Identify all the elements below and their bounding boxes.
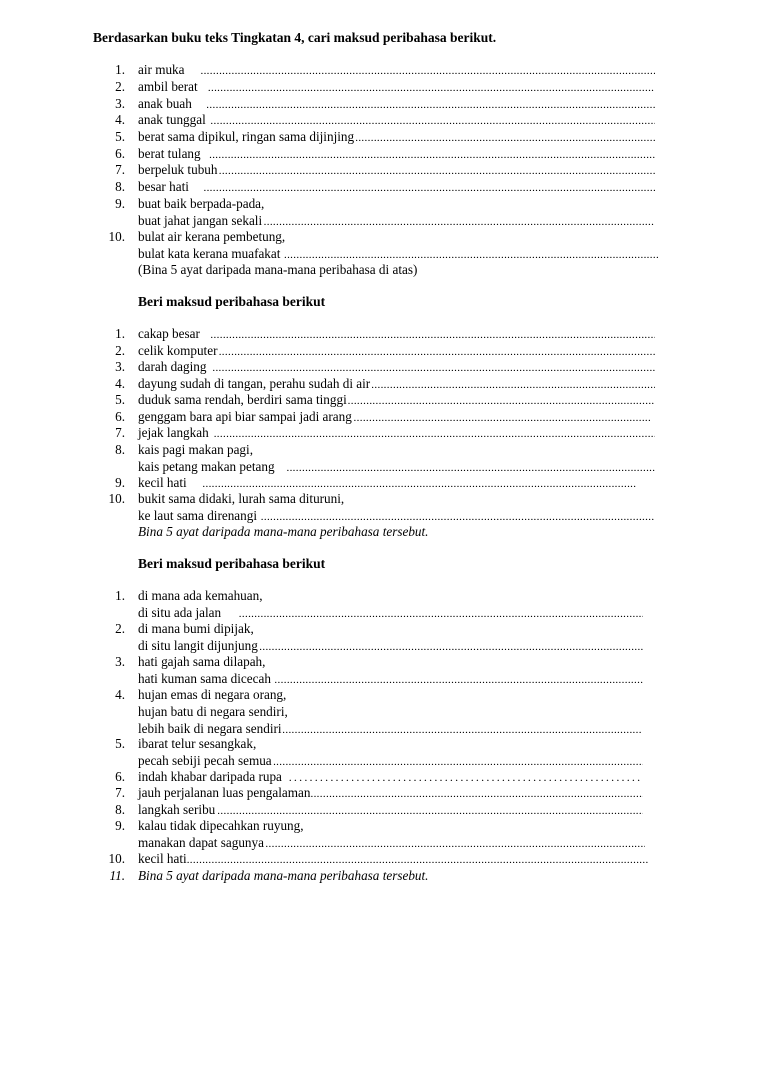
proverb-text: kecil hati bbox=[138, 851, 187, 866]
answer-blank[interactable] bbox=[210, 330, 655, 341]
proverb-line bbox=[138, 491, 344, 507]
answer-blank[interactable] bbox=[214, 429, 655, 440]
item-number: 1. bbox=[115, 326, 125, 341]
proverb-line bbox=[138, 868, 428, 884]
answer-blank[interactable] bbox=[348, 396, 655, 407]
answer-line bbox=[138, 146, 655, 162]
proverb-text: di mana ada kemahuan, bbox=[138, 588, 263, 603]
proverb-line bbox=[138, 654, 265, 670]
item-number: 7. bbox=[115, 425, 125, 440]
item-number: 7. bbox=[115, 785, 125, 800]
proverb-text: anak tunggal bbox=[138, 112, 206, 127]
proverb-text: hati gajah sama dilapah, bbox=[138, 654, 266, 669]
answer-blank[interactable] bbox=[261, 512, 655, 523]
proverb-text: kalau tidak dipecahkan ruyung, bbox=[138, 818, 304, 833]
answer-blank[interactable] bbox=[187, 855, 648, 866]
item-number: 6. bbox=[115, 146, 125, 161]
answer-blank[interactable] bbox=[203, 183, 655, 194]
item-number: 4. bbox=[115, 376, 125, 391]
answer-blank[interactable] bbox=[210, 116, 655, 127]
item-number: 7. bbox=[115, 162, 125, 177]
item-number: 8. bbox=[115, 179, 125, 194]
proverb-text: berpeluk tubuh bbox=[138, 162, 218, 177]
answer-line bbox=[138, 605, 643, 621]
answer-line bbox=[138, 721, 641, 737]
proverb-line bbox=[138, 196, 264, 212]
item-number: 5. bbox=[115, 392, 125, 407]
proverb-line bbox=[138, 229, 285, 245]
proverb-text: berat sama dipikul, ringan sama dijinjing bbox=[138, 129, 355, 144]
answer-blank[interactable] bbox=[239, 609, 643, 620]
answer-blank[interactable] bbox=[274, 675, 643, 686]
answer-blank[interactable] bbox=[265, 839, 645, 850]
item-number: 3. bbox=[115, 654, 125, 669]
answer-line bbox=[138, 671, 643, 687]
proverb-text: hati kuman sama dicecah bbox=[138, 671, 271, 686]
section-3-note: Bina 5 ayat daripada mana-mana peribahasa tersebut. bbox=[138, 868, 429, 883]
answer-line bbox=[138, 508, 655, 524]
item-number: 1. bbox=[115, 588, 125, 603]
answer-line bbox=[138, 96, 655, 112]
item-number: 11. bbox=[109, 868, 125, 883]
worksheet-instruction: Berdasarkan buku teks Tingkatan 4, cari maksud peribahasa berikut. bbox=[93, 30, 497, 45]
answer-line bbox=[138, 785, 643, 801]
section-2-note: Bina 5 ayat daripada mana-mana peribahasa tersebut. bbox=[138, 524, 429, 539]
proverb-text: di situ langit dijunjung bbox=[138, 638, 258, 653]
proverb-text: duduk sama rendah, berdiri sama tinggi bbox=[138, 392, 347, 407]
proverb-text: ambil berat bbox=[138, 79, 198, 94]
proverb-text: cakap besar bbox=[138, 326, 200, 341]
answer-line bbox=[138, 802, 643, 818]
proverb-text: genggam bara api biar sampai jadi arang bbox=[138, 409, 352, 424]
answer-blank[interactable] bbox=[217, 806, 643, 817]
proverb-text: jauh perjalanan luas pengalaman bbox=[138, 785, 311, 800]
answer-line bbox=[138, 79, 655, 95]
proverb-text: bulat air kerana pembetung, bbox=[138, 229, 286, 244]
answer-line bbox=[138, 326, 655, 342]
answer-line bbox=[138, 112, 655, 128]
proverb-text: darah daging bbox=[138, 359, 207, 374]
proverb-text: indah khabar daripada rupa bbox=[138, 769, 282, 784]
proverb-line bbox=[138, 818, 304, 834]
proverb-text: jejak langkah bbox=[138, 425, 209, 440]
answer-line bbox=[138, 638, 643, 654]
section-2-heading: Beri maksud peribahasa berikut bbox=[138, 294, 326, 309]
item-number: 3. bbox=[115, 96, 125, 111]
answer-line bbox=[138, 162, 655, 178]
item-number: 1. bbox=[115, 62, 125, 77]
answer-blank[interactable] bbox=[209, 150, 655, 161]
answer-blank[interactable] bbox=[273, 757, 643, 768]
proverb-line bbox=[138, 442, 253, 458]
proverb-line bbox=[138, 621, 254, 637]
item-number: 2. bbox=[115, 621, 125, 636]
proverb-text: lebih baik di negara sendiri bbox=[138, 721, 282, 736]
section-3-heading: Beri maksud peribahasa berikut bbox=[138, 556, 326, 571]
answer-blank[interactable] bbox=[206, 100, 655, 111]
item-number: 4. bbox=[115, 687, 125, 702]
answer-line bbox=[138, 179, 655, 195]
answer-blank[interactable] bbox=[310, 789, 643, 800]
item-number: 4. bbox=[115, 112, 125, 127]
answer-line bbox=[138, 129, 655, 145]
proverb-text: buat baik berpada-pada, bbox=[138, 196, 265, 211]
item-number: 6. bbox=[115, 769, 125, 784]
item-number: 9. bbox=[115, 818, 125, 833]
answer-line bbox=[138, 409, 651, 425]
answer-line bbox=[138, 851, 648, 867]
proverb-text: langkah seribu bbox=[138, 802, 216, 817]
answer-blank[interactable] bbox=[200, 66, 655, 77]
answer-line bbox=[138, 213, 655, 229]
item-number: 5. bbox=[115, 736, 125, 751]
proverb-text: air muka bbox=[138, 62, 185, 77]
proverb-text: hujan batu di negara sendiri, bbox=[138, 704, 288, 719]
answer-line bbox=[138, 753, 643, 769]
answer-blank[interactable] bbox=[354, 413, 651, 424]
item-number: 2. bbox=[115, 343, 125, 358]
proverb-line bbox=[138, 736, 256, 752]
proverb-text: dayung sudah di tangan, perahu sudah di air bbox=[138, 376, 371, 391]
proverb-text: bulat kata kerana muafakat bbox=[138, 246, 281, 261]
answer-line bbox=[138, 769, 643, 785]
proverb-text: di situ ada jalan bbox=[138, 605, 222, 620]
proverb-line bbox=[138, 704, 288, 720]
answer-blank[interactable] bbox=[219, 347, 655, 358]
section-1-note: (Bina 5 ayat daripada mana-mana peribahasa di atas) bbox=[138, 262, 418, 277]
proverb-text: kais petang makan petang bbox=[138, 459, 275, 474]
answer-line bbox=[138, 459, 655, 475]
answer-line bbox=[138, 343, 655, 359]
answer-line bbox=[138, 475, 637, 491]
proverb-text: ke laut sama direnangi bbox=[138, 508, 258, 523]
proverb-line bbox=[138, 588, 263, 604]
proverb-line bbox=[138, 687, 286, 703]
answer-blank[interactable] bbox=[286, 463, 655, 474]
item-number: 10. bbox=[108, 229, 125, 244]
answer-blank[interactable] bbox=[219, 166, 655, 177]
answer-blank[interactable] bbox=[202, 479, 637, 490]
answer-line bbox=[138, 392, 655, 408]
item-number: 9. bbox=[115, 475, 125, 490]
item-number: 10. bbox=[108, 491, 125, 506]
answer-line bbox=[138, 359, 655, 375]
proverb-text: ibarat telur sesangkak, bbox=[138, 736, 257, 751]
answer-line bbox=[138, 425, 655, 441]
answer-blank[interactable] bbox=[259, 642, 643, 653]
item-number: 10. bbox=[108, 851, 125, 866]
answer-blank[interactable] bbox=[212, 363, 655, 374]
proverb-text: hujan emas di negara orang, bbox=[138, 687, 287, 702]
answer-blank[interactable] bbox=[355, 133, 655, 144]
answer-blank[interactable] bbox=[282, 725, 641, 736]
proverb-text: berat tulang bbox=[138, 146, 201, 161]
answer-line bbox=[138, 835, 645, 851]
answer-line bbox=[138, 62, 655, 78]
answer-line bbox=[138, 246, 658, 262]
proverb-text: celik komputer bbox=[138, 343, 218, 358]
answer-blank[interactable] bbox=[208, 83, 655, 94]
answer-blank[interactable] bbox=[289, 771, 643, 783]
answer-blank[interactable] bbox=[371, 380, 655, 391]
proverb-text: di mana bumi dipijak, bbox=[138, 621, 254, 636]
proverb-text: pecah sebiji pecah semua bbox=[138, 753, 272, 768]
item-number: 8. bbox=[115, 802, 125, 817]
item-number: 2. bbox=[115, 79, 125, 94]
item-number: 8. bbox=[115, 442, 125, 457]
answer-blank[interactable] bbox=[284, 250, 658, 261]
item-number: 9. bbox=[115, 196, 125, 211]
proverb-text: kais pagi makan pagi, bbox=[138, 442, 253, 457]
answer-line bbox=[138, 376, 655, 392]
proverb-text: kecil hati bbox=[138, 475, 187, 490]
proverb-text: besar hati bbox=[138, 179, 189, 194]
item-number: 6. bbox=[115, 409, 125, 424]
item-number: 3. bbox=[115, 359, 125, 374]
item-number: 5. bbox=[115, 129, 125, 144]
proverb-text: manakan dapat sagunya bbox=[138, 835, 264, 850]
proverb-text: bukit sama didaki, lurah sama dituruni, bbox=[138, 491, 345, 506]
proverb-text: buat jahat jangan sekali bbox=[138, 213, 263, 228]
proverb-text: anak buah bbox=[138, 96, 192, 111]
answer-blank[interactable] bbox=[264, 217, 655, 228]
